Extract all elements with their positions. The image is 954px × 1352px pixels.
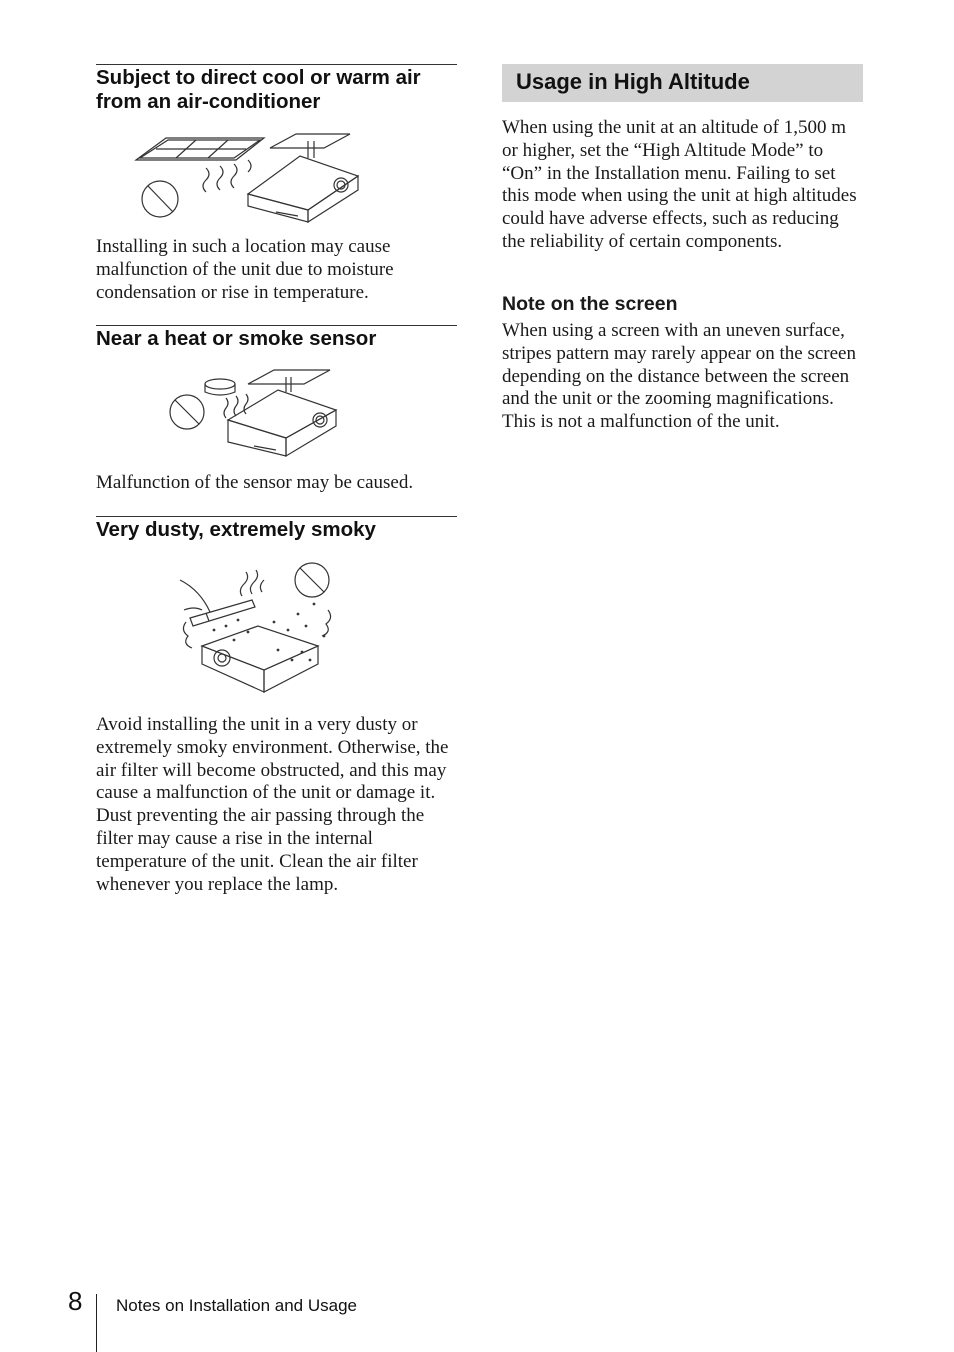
section-divider (96, 516, 457, 517)
paragraph-note-screen: When using a screen with an uneven surface, stripes pattern may rarely appear on the screen depending on the distance between the screen and the unit or the zooming magnifications. This is not a malfunction of the unit. (502, 320, 856, 433)
section-heading-smoke-sensor: Near a heat or smoke sensor (96, 327, 377, 350)
air-conditioner-illustration (136, 130, 366, 226)
prohibited-icon (170, 395, 204, 429)
prohibited-icon (142, 181, 178, 217)
section-heading-air-conditioner: Subject to direct cool or warm air from an air-conditioner (96, 66, 421, 113)
paragraph-smoke-sensor: Malfunction of the sensor may be caused. (96, 472, 414, 493)
footer-divider (96, 1294, 97, 1352)
section-title-bar (502, 64, 863, 102)
page-number: 8 (68, 1286, 83, 1316)
dusty-smoky-illustration (178, 560, 338, 694)
smoke-sensor-illustration (168, 368, 338, 460)
prohibited-icon (295, 563, 329, 597)
paragraph-dusty: Avoid installing the unit in a very dusty or extremely smoky environment. Otherwise, the air filter will become obstructed, and this may cause a malfunction of the unit or damage it. Dust preventing the air passing through the filter may cause a rise in the internal temperature of the unit. Clean the air filter whenever you replace the lamp. (96, 714, 449, 895)
footer-section-name: Notes on Installation and Usage (116, 1296, 357, 1315)
note-heading: Note on the screen (502, 293, 678, 315)
paragraph-high-altitude: When using the unit at an altitude of 1,500 m or higher, set the “High Altitude Mode” to “On” in the Installation menu. Failing to set this mode when using the unit at high altitudes could have adverse effects, such as reducing the reliability of certain components. (502, 117, 857, 252)
section-divider (96, 64, 457, 65)
section-title: Usage in High Altitude (516, 69, 750, 94)
section-divider (96, 325, 457, 326)
section-heading-dusty: Very dusty, extremely smoky (96, 518, 376, 541)
paragraph-air-conditioner: Installing in such a location may cause malfunction of the unit due to moisture condensation or rise in temperature. (96, 236, 394, 303)
